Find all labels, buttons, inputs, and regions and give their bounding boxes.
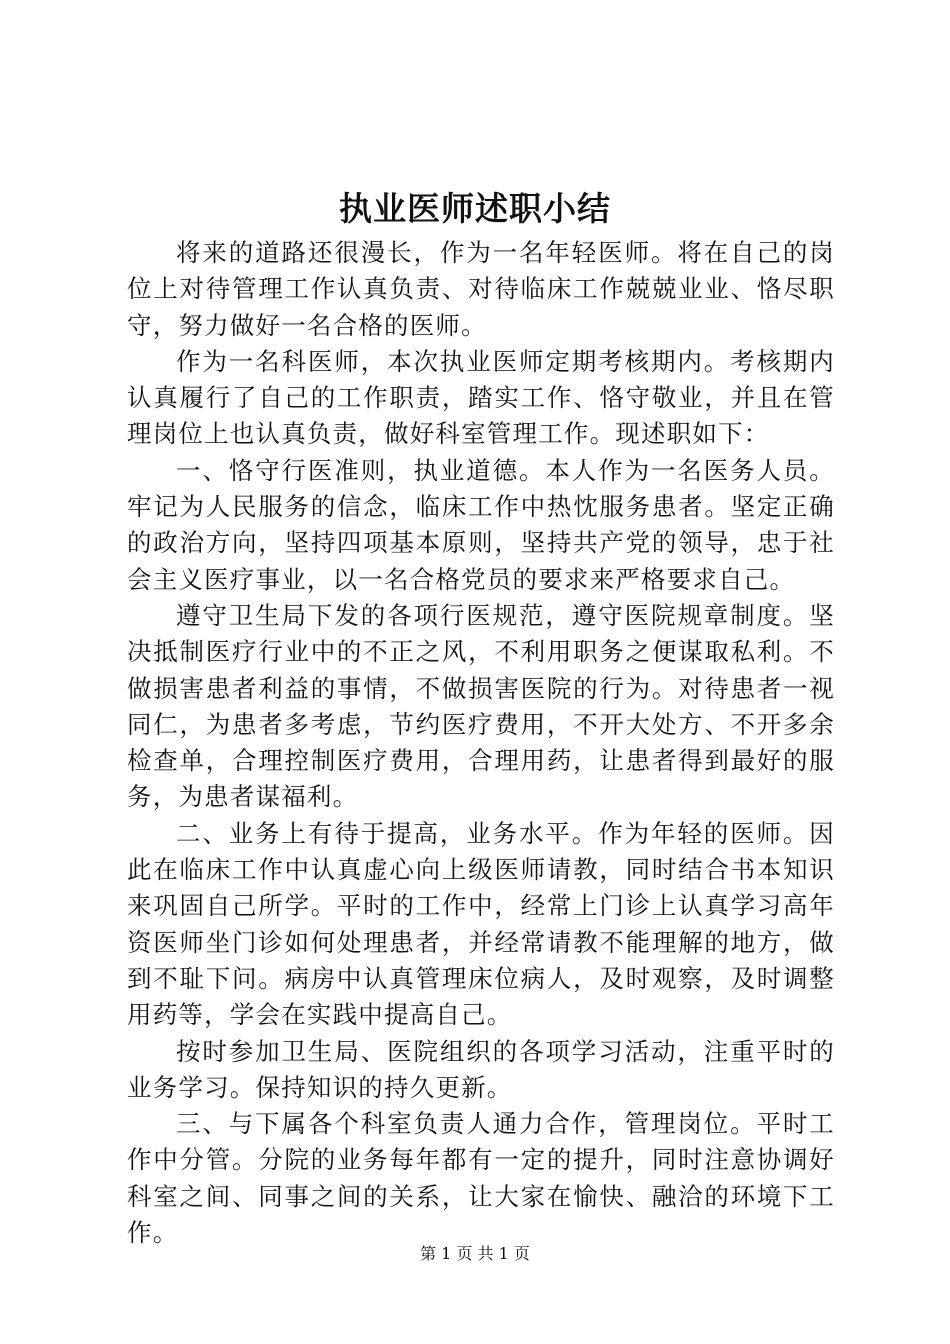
- paragraph-3: 一、恪守行医准则，执业道德。本人作为一名医务人员。牢记为人民服务的信念，临床工作中热忱服务患者。坚定正确的政治方向，坚持四项基本原则，坚持共产党的领导，忠于社会主义医疗事业，以一名合格党员的要求来严格要求自己。: [127, 455, 835, 594]
- paragraph-2: 作为一名科医师，本次执业医师定期考核期内。考核期内认真履行了自己的工作职责，踏实工作、恪守敬业，并且在管理岗位上也认真负责，做好科室管理工作。现述职如下：: [127, 346, 835, 449]
- document-body: [127, 235, 835, 1251]
- document-title: 执业医师述职小结: [339, 189, 611, 228]
- paragraph-1: 将来的道路还很漫长，作为一名年轻医师。将在自己的岗位上对待管理工作认真负责、对待临床工作兢兢业业、恪尽职守，努力做好一名合格的医师。: [127, 238, 835, 340]
- paragraph-5: 二、业务上有待于提高，业务水平。作为年轻的医师。因此在临床工作中认真虚心向上级医师请教，同时结合书本知识来巩固自己所学。平时的工作中，经常上门诊上认真学习高年资医师坐门诊如何处理患者，并经常请教不能理解的地方，做到不耻下问。病房中认真管理床位病人，及时观察，及时调整用药等，学会在实践中提高自己。: [127, 818, 835, 1030]
- paragraph-6: 按时参加卫生局、医院组织的各项学习活动，注重平时的业务学习。保持知识的持久更新。: [127, 1036, 835, 1102]
- paragraph-7: 三、与下属各个科室负责人通力合作，管理岗位。平时工作中分管。分院的业务每年都有一定的提升，同时注意协调好科室之间、同事之间的关系，让大家在愉快、融洽的环境下工作。: [127, 1109, 835, 1248]
- page-footer: 第 1 页 共 1 页: [420, 1244, 530, 1263]
- paragraph-4: 遵守卫生局下发的各项行医规范，遵守医院规章制度。坚决抵制医疗行业中的不正之风，不利用职务之便谋取私利。不做损害患者利益的事情，不做损害医院的行为。对待患者一视同仁，为患者多考虑，节约医疗费用，不开大处方、不开多余检查单，合理控制医疗费用，合理用药，让患者得到最好的服务，为患者谋福利。: [127, 600, 835, 812]
